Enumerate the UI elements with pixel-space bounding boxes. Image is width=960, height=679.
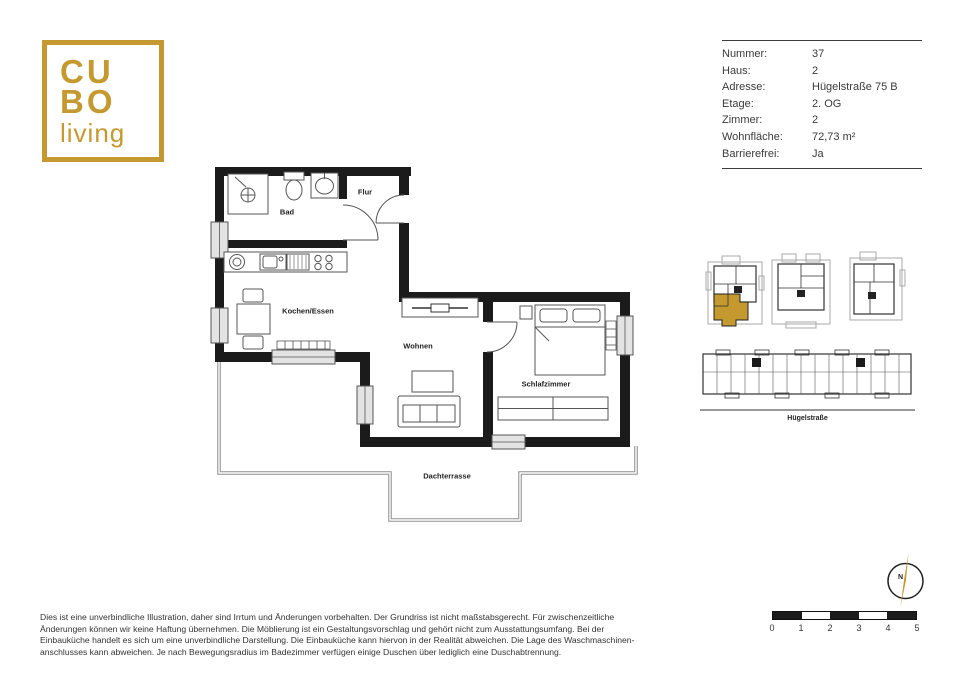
info-row-adresse bbox=[722, 79, 922, 96]
disclaimer-line: anschlusses kann abweichen. Je nach Bewegungsradius im Badezimmer verfügen einige Duschen über lediglich eine Duschabtrennung. bbox=[40, 646, 562, 657]
info-label: Haus: bbox=[722, 64, 751, 77]
brand-logo-line1: CU bbox=[60, 52, 114, 90]
brand-logo-line3: living bbox=[60, 118, 126, 149]
info-value: 37 bbox=[812, 48, 825, 60]
scale-tick-2: 2 bbox=[827, 623, 833, 633]
room-label-bad: Bad bbox=[279, 207, 295, 217]
room-label-flur: Flur bbox=[357, 187, 373, 197]
info-value: 2 bbox=[812, 64, 819, 77]
disclaimer-text bbox=[40, 612, 720, 658]
info-value: Ja bbox=[812, 147, 824, 160]
brand-logo bbox=[42, 40, 164, 162]
living-furniture bbox=[398, 298, 478, 427]
street-label: Hügelstraße bbox=[787, 415, 828, 422]
info-value: Hügelstraße 75 B bbox=[812, 81, 898, 94]
room-label-dachterrasse: Dachterrasse bbox=[423, 471, 471, 481]
scale-bar-segments bbox=[772, 611, 917, 620]
dining-set bbox=[237, 289, 270, 349]
disclaimer-line: Änderungen können wir keine Haftung übernehmen. Die Möblierung ist ein Gestaltungsvorschlag und gehört nicht zum Ausstattungsumfang. Bei der bbox=[40, 623, 605, 634]
scale-tick-4: 4 bbox=[885, 623, 891, 633]
info-row-barrierefrei bbox=[722, 146, 922, 163]
info-row-nummer bbox=[722, 46, 922, 63]
kitchen-counter bbox=[224, 252, 347, 272]
info-value: 72,73 m² bbox=[812, 130, 856, 143]
room-label-wohnen: Wohnen bbox=[403, 341, 433, 351]
info-label: Zimmer: bbox=[722, 114, 763, 127]
brand-logo-line2: BO bbox=[60, 83, 116, 121]
disclaimer-line: Dies ist eine unverbindliche Illustration, daher sind Irrtum und Änderungen vorbehalten. Der Grundriss ist nicht maßstabsgerecht. Für zwischenzeitliche bbox=[40, 612, 615, 622]
scale-tick-5: 5 bbox=[914, 623, 920, 633]
scale-bar bbox=[769, 611, 920, 637]
unit-info-table bbox=[722, 40, 922, 169]
mini-plan-highlighted bbox=[706, 256, 764, 326]
room-label-kochen-essen: Kochen/Essen bbox=[282, 306, 334, 316]
door-swings bbox=[343, 195, 517, 352]
disclaimer-line: Einbauküche handelt es sich um eine unverbindliche Darstellung. Die Einbauküche kann hiervon in der Realität abweichen. Die Lage des Waschmaschinen- bbox=[40, 635, 635, 646]
mini-plan-3 bbox=[850, 252, 905, 320]
info-row-wohnflaeche bbox=[722, 129, 922, 146]
scale-tick-3: 3 bbox=[856, 623, 862, 633]
floor-overview-plans bbox=[700, 250, 920, 435]
info-label: Nummer: bbox=[722, 48, 768, 60]
info-row-etage bbox=[722, 96, 922, 113]
scale-tick-1: 1 bbox=[798, 623, 804, 633]
info-label: Adresse: bbox=[722, 81, 766, 94]
info-label: Etage: bbox=[722, 97, 754, 110]
north-indicator: N bbox=[898, 574, 904, 581]
info-row-zimmer bbox=[722, 112, 922, 129]
info-value: 2. OG bbox=[812, 97, 842, 110]
info-label: Wohnfläche: bbox=[722, 130, 783, 143]
info-value: 2 bbox=[812, 114, 819, 127]
room-label-schlafzimmer: Schlafzimmer bbox=[521, 379, 571, 389]
compass-icon bbox=[883, 548, 928, 608]
mini-plan-2 bbox=[772, 254, 830, 328]
site-plan bbox=[703, 350, 911, 398]
scale-tick-0: 0 bbox=[769, 623, 775, 633]
info-row-haus bbox=[722, 63, 922, 80]
info-label: Barrierefrei: bbox=[722, 147, 780, 160]
